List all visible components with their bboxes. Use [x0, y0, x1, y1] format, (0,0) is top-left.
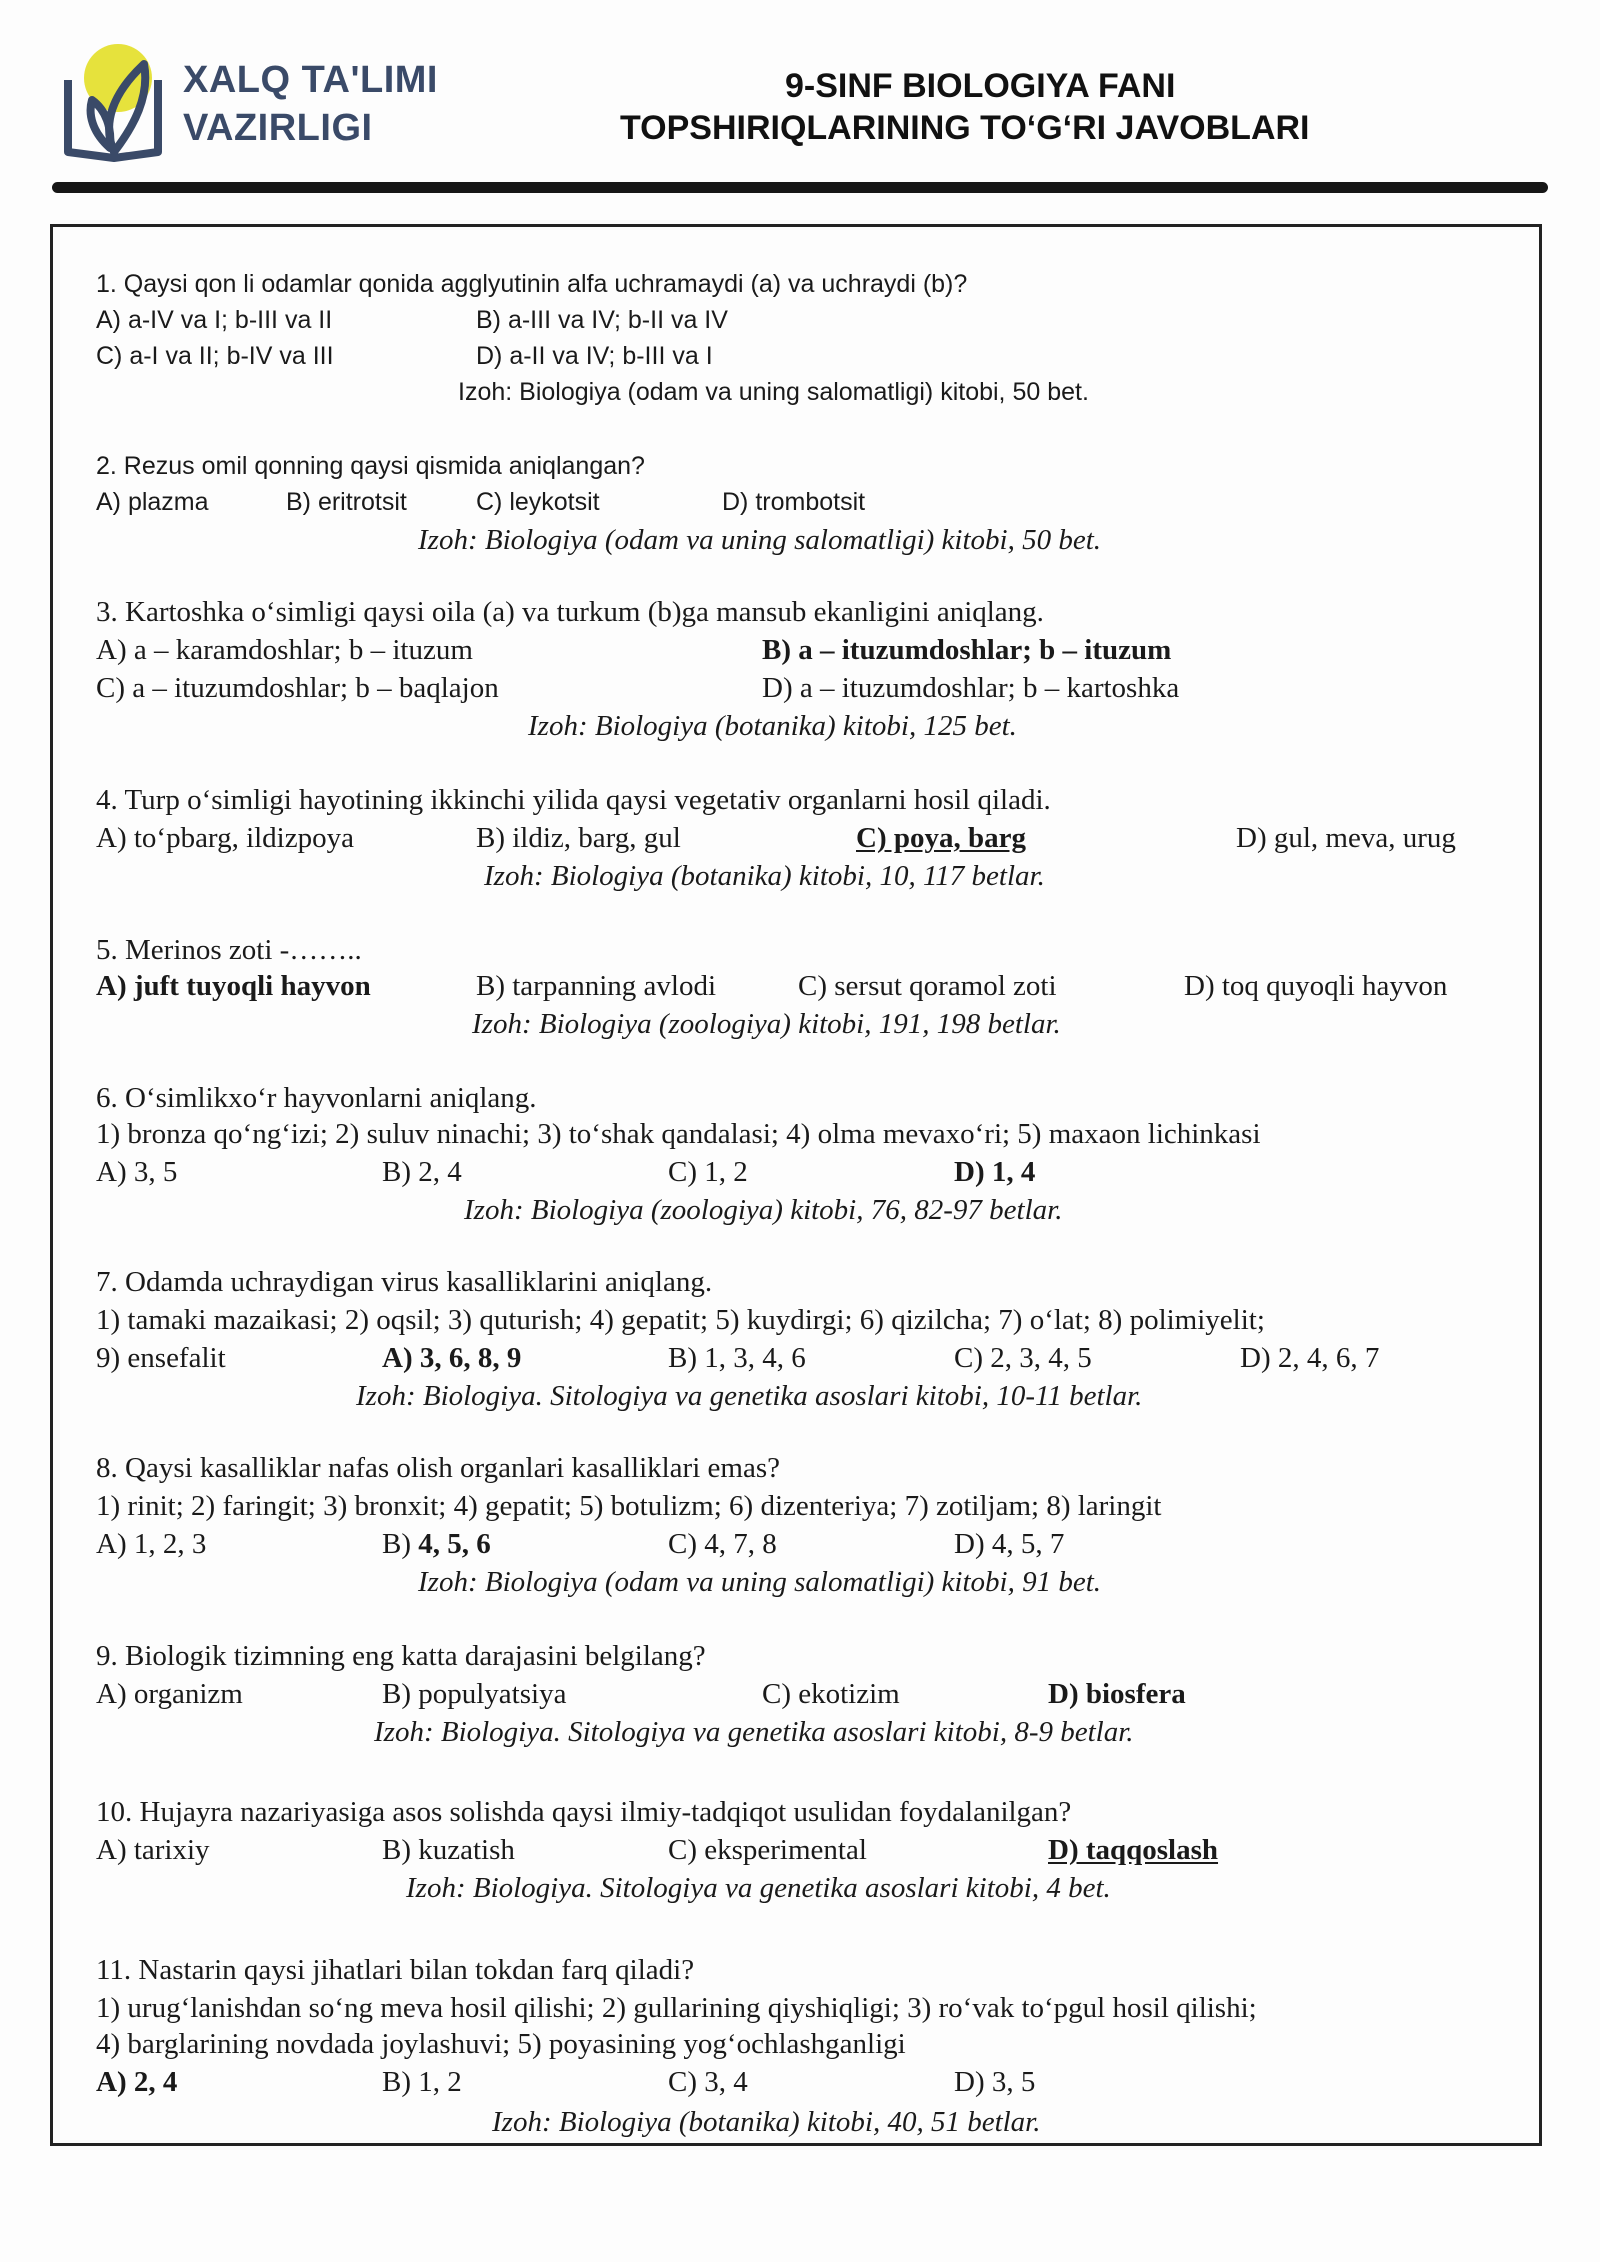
question-5-option-b: B) tarpanning avlodi	[476, 970, 717, 1002]
org-name-line1: XALQ TA'LIMI	[183, 59, 438, 101]
question-8-items: 1) rinit; 2) faringit; 3) bronxit; 4) gepatit; 5) botulizm; 6) dizenteriya; 7) zotiljam; 8) laringit	[96, 1490, 1162, 1522]
question-2-text: 2. Rezus omil qonning qaysi qismida aniqlangan?	[96, 452, 645, 480]
question-7-note: Izoh: Biologiya. Sitologiya va genetika asoslari kitobi, 10-11 betlar.	[356, 1380, 1143, 1412]
question-11-option-d: D) 3, 5	[954, 2066, 1036, 2098]
question-7-text: 7. Odamda uchraydigan virus kasalliklarini aniqlang.	[96, 1266, 713, 1298]
question-3-note: Izoh: Biologiya (botanika) kitobi, 125 bet.	[528, 710, 1017, 742]
header-divider	[52, 182, 1548, 193]
question-9-note: Izoh: Biologiya. Sitologiya va genetika asoslari kitobi, 8-9 betlar.	[374, 1716, 1134, 1748]
question-8-option-b-correct: 4, 5, 6	[418, 1528, 491, 1560]
document-title-line2: TOPSHIRIQLARINING TO‘G‘RI JAVOBLARI	[620, 109, 1310, 147]
question-7-items-line2: 9) ensefalit	[96, 1342, 226, 1374]
question-7-option-b: B) 1, 3, 4, 6	[668, 1342, 806, 1374]
question-8-option-c: C) 4, 7, 8	[668, 1528, 777, 1560]
question-8-option-b-prefix: B)	[382, 1528, 419, 1560]
question-1-note: Izoh: Biologiya (odam va uning salomatligi) kitobi, 50 bet.	[458, 378, 1089, 406]
question-11-items-line2: 4) barglarining novdada joylashuvi; 5) poyasining yog‘ochlashganligi	[96, 2028, 906, 2060]
question-3-text: 3. Kartoshka o‘simligi qaysi oila (a) va turkum (b)ga mansub ekanligini aniqlang.	[96, 596, 1044, 628]
question-1-text: 1. Qaysi qon li odamlar qonida agglyutinin alfa uchramaydi (a) va uchraydi (b)?	[96, 270, 968, 298]
question-11-option-b: B) 1, 2	[382, 2066, 462, 2098]
question-10-option-d-correct: D) taqqoslash	[1048, 1834, 1219, 1866]
question-5-note: Izoh: Biologiya (zoologiya) kitobi, 191, 198 betlar.	[472, 1008, 1061, 1040]
question-8-option-b	[382, 1526, 491, 1562]
question-8-option-a: A) 1, 2, 3	[96, 1528, 207, 1560]
question-5-option-a-correct: A) juft tuyoqli hayvon	[96, 970, 371, 1002]
question-3-option-a: A) a – karamdoshlar; b – ituzum	[96, 634, 473, 666]
question-4-text: 4. Turp o‘simligi hayotining ikkinchi yilida qaysi vegetativ organlarni hosil qiladi.	[96, 784, 1051, 816]
question-10-text: 10. Hujayra nazariyasiga asos solishda qaysi ilmiy-tadqiqot usulidan foydalanilgan?	[96, 1796, 1072, 1828]
question-6-option-a: A) 3, 5	[96, 1156, 178, 1188]
question-10-option-b: B) kuzatish	[382, 1834, 515, 1866]
question-2-option-b: B) eritrotsit	[286, 488, 407, 516]
ministry-logo	[62, 34, 162, 164]
question-6-option-d-correct: D) 1, 4	[954, 1156, 1036, 1188]
question-7-option-c: C) 2, 3, 4, 5	[954, 1342, 1092, 1374]
question-1-option-a: A) a-IV va I; b-III va II	[96, 306, 333, 334]
question-5-text: 5. Merinos zoti -……..	[96, 934, 362, 966]
question-11-option-a-correct: A) 2, 4	[96, 2066, 178, 2098]
question-11-option-c: C) 3, 4	[668, 2066, 748, 2098]
question-2-option-c: C) leykotsit	[476, 488, 600, 516]
question-4-option-b: B) ildiz, barg, gul	[476, 822, 681, 854]
question-1-option-d: D) a-II va IV; b-III va I	[476, 342, 713, 370]
question-7-option-d: D) 2, 4, 6, 7	[1240, 1342, 1380, 1374]
question-7-option-a-correct: A) 3, 6, 8, 9	[382, 1342, 522, 1374]
question-4-option-c-correct: C) poya, barg	[856, 822, 1026, 854]
document-title-line1: 9-SINF BIOLOGIYA FANI	[785, 67, 1176, 105]
question-11-text: 11. Nastarin qaysi jihatlari bilan tokdan farq qiladi?	[96, 1954, 695, 1986]
question-6-option-c: C) 1, 2	[668, 1156, 748, 1188]
question-8-text: 8. Qaysi kasalliklar nafas olish organlari kasalliklari emas?	[96, 1452, 780, 1484]
question-6-items: 1) bronza qo‘ng‘izi; 2) suluv ninachi; 3) to‘shak qandalasi; 4) olma mevaxo‘ri; 5) maxaon lichinkasi	[96, 1118, 1261, 1150]
org-name-line2: VAZIRLIGI	[183, 107, 373, 149]
question-2-option-d: D) trombotsit	[722, 488, 866, 516]
question-5-option-c: C) sersut qoramol zoti	[798, 970, 1057, 1002]
question-1-option-b: B) a-III va IV; b-II va IV	[476, 306, 728, 334]
question-11-items-line1: 1) urug‘lanishdan so‘ng meva hosil qilishi; 2) gullarining qiyshiqligi; 3) ro‘vak to‘pgul hosil qilishi;	[96, 1992, 1257, 2024]
question-5-option-d: D) toq quyoqli hayvon	[1184, 970, 1448, 1002]
question-9-text: 9. Biologik tizimning eng katta darajasini belgilang?	[96, 1640, 706, 1672]
question-8-option-d: D) 4, 5, 7	[954, 1528, 1065, 1560]
question-6-text: 6. O‘simlikxo‘r hayvonlarni aniqlang.	[96, 1082, 537, 1114]
question-11-note: Izoh: Biologiya (botanika) kitobi, 40, 51 betlar.	[492, 2106, 1041, 2138]
question-8-note: Izoh: Biologiya (odam va uning salomatligi) kitobi, 91 bet.	[418, 1566, 1102, 1598]
question-9-option-a: A) organizm	[96, 1678, 243, 1710]
question-2-note: Izoh: Biologiya (odam va uning salomatligi) kitobi, 50 bet.	[418, 524, 1102, 556]
question-9-option-d-correct: D) biosfera	[1048, 1678, 1186, 1710]
question-4-option-d: D) gul, meva, urug	[1236, 822, 1456, 854]
question-9-option-b: B) populyatsiya	[382, 1678, 567, 1710]
question-6-option-b: B) 2, 4	[382, 1156, 462, 1188]
question-10-note: Izoh: Biologiya. Sitologiya va genetika asoslari kitobi, 4 bet.	[406, 1872, 1111, 1904]
question-10-option-c: C) eksperimental	[668, 1834, 867, 1866]
question-1-option-c: C) a-I va II; b-IV va III	[96, 342, 334, 370]
question-3-option-c: C) a – ituzumdoshlar; b – baqlajon	[96, 672, 499, 704]
question-6-note: Izoh: Biologiya (zoologiya) kitobi, 76, 82-97 betlar.	[464, 1194, 1063, 1226]
question-2-option-a: A) plazma	[96, 488, 209, 516]
question-4-option-a: A) to‘pbarg, ildizpoya	[96, 822, 354, 854]
question-10-option-a: A) tarixiy	[96, 1834, 210, 1866]
question-3-option-d: D) a – ituzumdoshlar; b – kartoshka	[762, 672, 1180, 704]
question-7-items-line1: 1) tamaki mazaikasi; 2) oqsil; 3) quturish; 4) gepatit; 5) kuydirgi; 6) qizilcha; 7) o‘lat; 8) polimiyelit;	[96, 1304, 1265, 1336]
question-3-option-b-correct: B) a – ituzumdoshlar; b – ituzum	[762, 634, 1172, 666]
question-9-option-c: C) ekotizim	[762, 1678, 900, 1710]
question-4-note: Izoh: Biologiya (botanika) kitobi, 10, 117 betlar.	[484, 860, 1045, 892]
